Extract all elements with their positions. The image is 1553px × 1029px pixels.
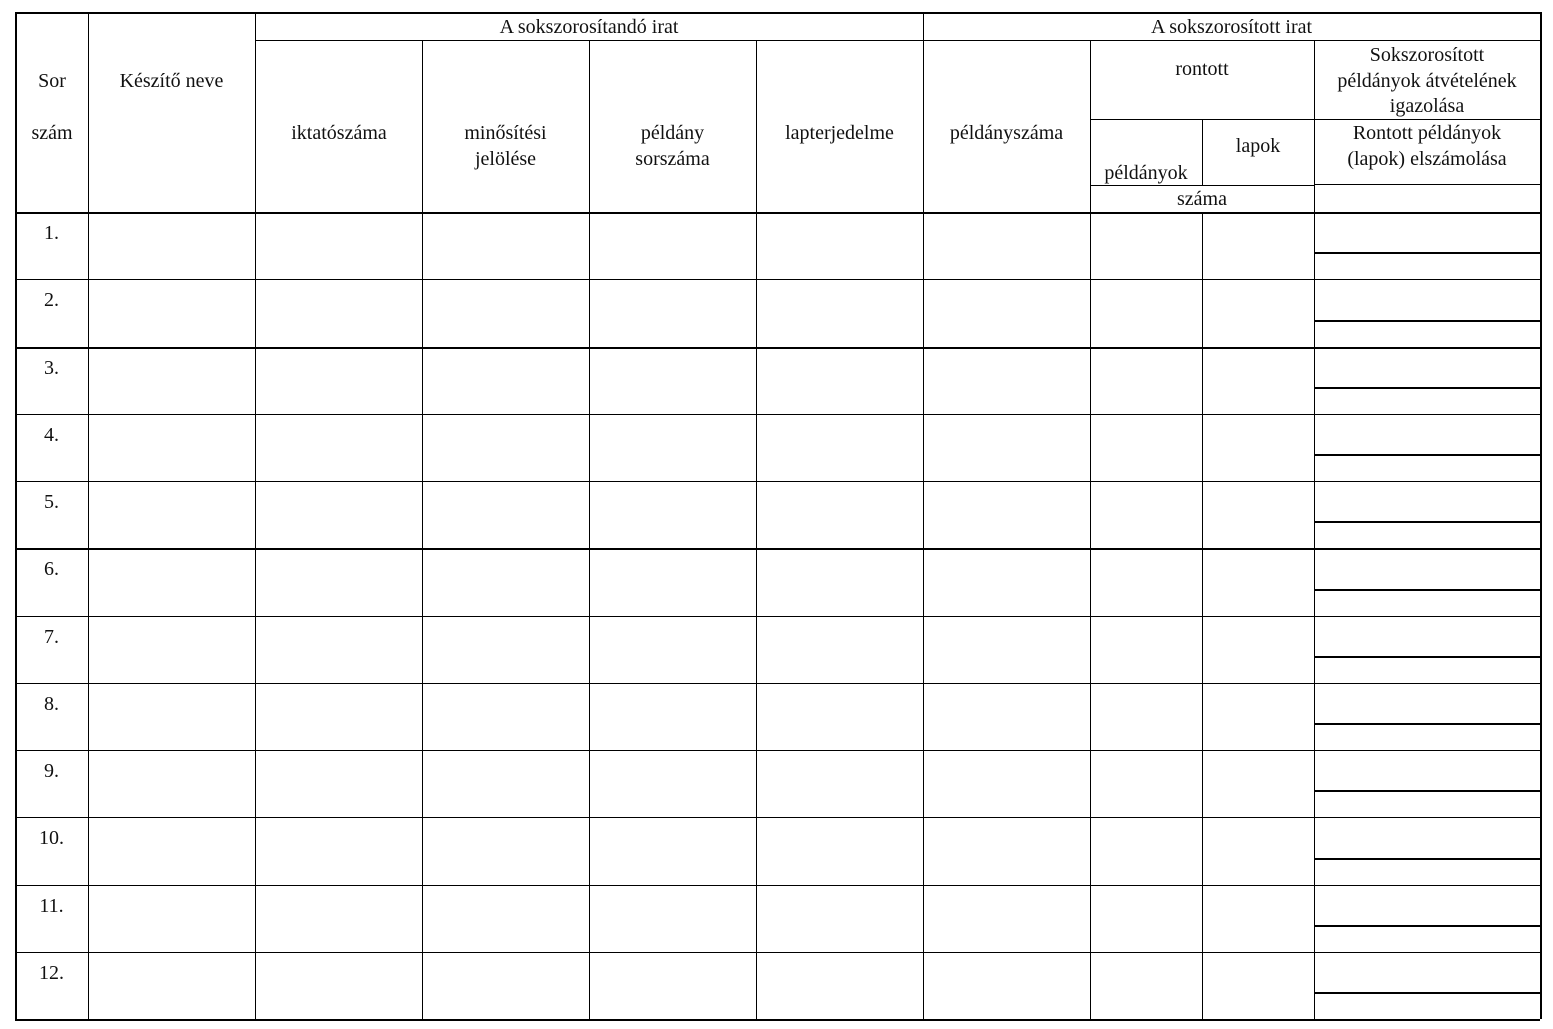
- row-number-9: 9.: [44, 760, 59, 782]
- row-line-10: [15, 885, 1540, 886]
- col-line-iktato: [255, 12, 256, 1019]
- row-number-8: 8.: [44, 692, 59, 715]
- header-peldanyok: példányok: [1104, 162, 1188, 184]
- header-elszamolas-divider: [1314, 184, 1540, 185]
- header-atvetel-line1: Sokszorosított: [1369, 44, 1485, 66]
- border-bottom: [15, 1019, 1540, 1021]
- header-rontott: rontott: [1175, 58, 1229, 80]
- row-split-4: [1314, 454, 1540, 456]
- row-number-6: 6.: [44, 558, 59, 581]
- row-number-5: 5.: [44, 491, 59, 513]
- header-iktatoszama: iktatószáma: [291, 122, 387, 144]
- row-split-2: [1314, 320, 1540, 322]
- header-szama-divider: [1090, 185, 1314, 186]
- col-line-keszito: [88, 12, 89, 1019]
- row-number-10: 10.: [39, 827, 64, 850]
- header-lapok: lapok: [1235, 135, 1281, 157]
- header-peldany-line1: példány: [640, 122, 705, 144]
- header-rontott-elszamolas-line2: (lapok) elszámolása: [1347, 148, 1507, 170]
- row-line-2: [15, 347, 1540, 349]
- col-line-rontott: [1090, 40, 1091, 1019]
- header-lapterjedelme: lapterjedelme: [785, 122, 894, 144]
- row-split-1: [1314, 252, 1540, 254]
- border-right: [1540, 12, 1542, 1019]
- row-split-10: [1314, 858, 1540, 860]
- row-split-12: [1314, 992, 1540, 994]
- header-peldanyszama: példányszáma: [949, 122, 1064, 144]
- col-line-peldany: [589, 40, 590, 1019]
- row-line-4: [15, 481, 1540, 482]
- row-number-4: 4.: [44, 423, 59, 446]
- row-number-12: 12.: [39, 961, 64, 984]
- col-line-atvetel: [1314, 40, 1315, 1019]
- header-atvetel-line2: példányok átvételének: [1337, 70, 1517, 92]
- header-sor: Sor: [38, 70, 66, 92]
- row-line-3: [15, 414, 1540, 415]
- row-split-5: [1314, 521, 1540, 523]
- header-rontott-divider: [1090, 119, 1540, 120]
- row-number-3: 3.: [44, 356, 59, 379]
- row-line-8: [15, 750, 1540, 751]
- col-line-lapok-header: [1202, 119, 1203, 185]
- row-split-11: [1314, 925, 1540, 927]
- header-szam: szám: [31, 122, 73, 144]
- header-atvetel-line3: igazolása: [1389, 95, 1465, 117]
- row-line-6: [15, 616, 1540, 617]
- row-line-7: [15, 683, 1540, 684]
- row-line-9: [15, 817, 1540, 818]
- col-line-minositesi: [422, 40, 423, 1019]
- border-left: [15, 12, 17, 1019]
- row-split-6: [1314, 589, 1540, 591]
- row-line-11: [15, 952, 1540, 953]
- header-minositesi-line2: jelölése: [474, 148, 537, 170]
- row-number-7: 7.: [44, 625, 59, 648]
- row-number-1: 1.: [44, 222, 59, 244]
- header-rontott-elszamolas-line1: Rontott példányok: [1352, 122, 1502, 144]
- row-number-2: 2.: [44, 289, 59, 312]
- header-szama: száma: [1177, 188, 1227, 210]
- header-group-source: A sokszorosítandó irat: [499, 16, 679, 38]
- header-group-divider: [255, 40, 1540, 41]
- row-line-1: [15, 279, 1540, 280]
- row-split-8: [1314, 723, 1540, 725]
- row-line-5: [15, 548, 1540, 550]
- col-line-lapterj: [756, 40, 757, 1019]
- row-split-7: [1314, 656, 1540, 658]
- header-bottom-line: [15, 212, 1540, 214]
- header-group-copied: A sokszorosított irat: [1150, 16, 1313, 38]
- row-number-11: 11.: [39, 894, 64, 917]
- col-line-peldanyszama: [923, 12, 924, 1019]
- header-peldany-line2: sorszáma: [635, 148, 710, 170]
- row-split-9: [1314, 790, 1540, 792]
- header-minositesi-line1: minősítési: [464, 122, 547, 144]
- header-keszito-neve: Készítő neve: [119, 70, 224, 92]
- border-top: [15, 12, 1540, 14]
- row-split-3: [1314, 387, 1540, 389]
